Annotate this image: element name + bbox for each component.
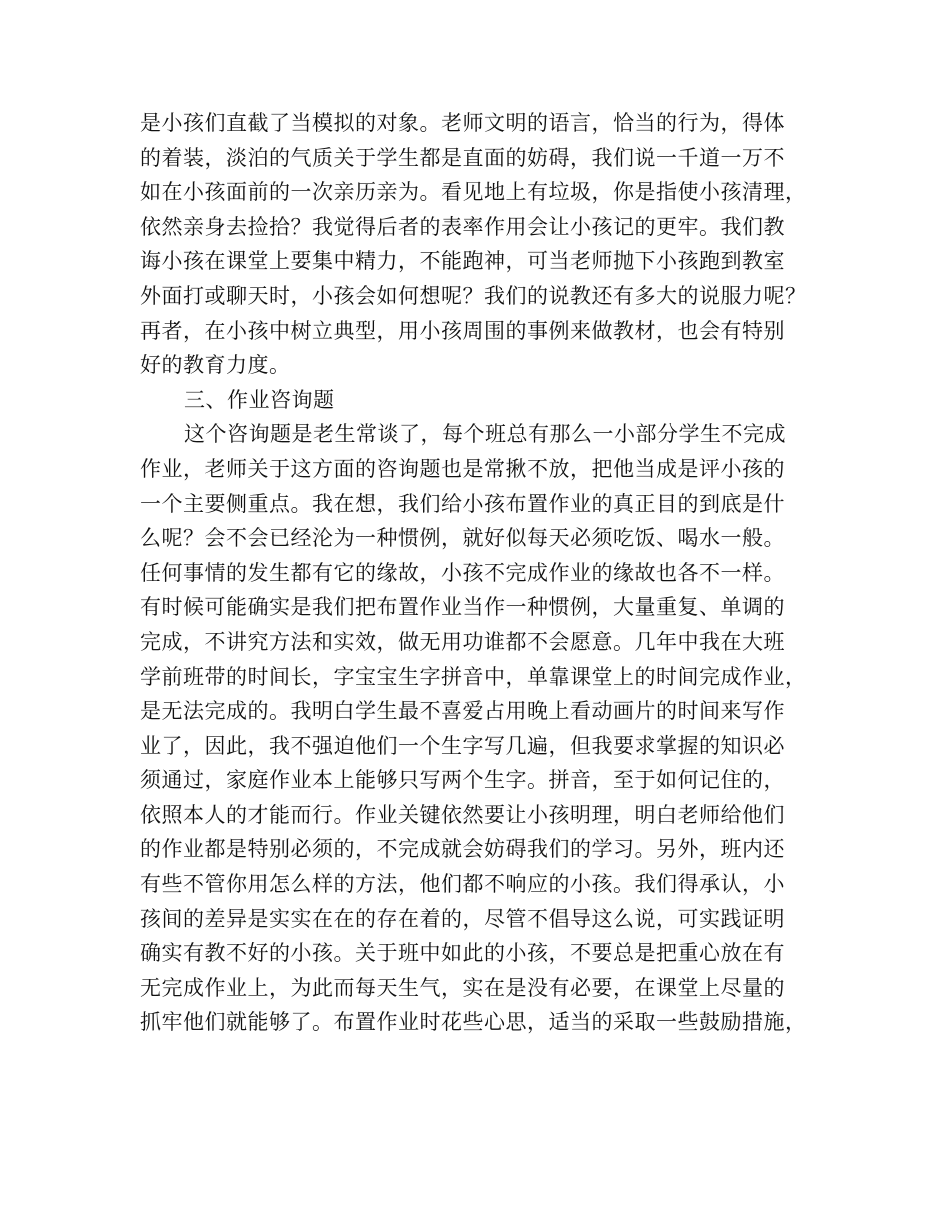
- text-line: 好的教育力度。: [140, 353, 291, 378]
- text-line: 学前班带的时间长，字宝宝生字拼音中，单靠课堂上的时间完成作业，: [140, 664, 807, 689]
- text-line: 抓牢他们就能够了。布置作业时花些心思，适当的采取一些鼓励措施，: [140, 1010, 807, 1035]
- text-line: 外面打或聊天时，小孩会如何想呢？我们的说教还有多大的说服力呢？: [140, 283, 807, 308]
- document-body: [140, 106, 830, 1040]
- text-line: 完成，不讲究方法和实效，做无用功谁都不会愿意。几年中我在大班: [140, 629, 785, 654]
- text-line: 有时候可能确实是我们把布置作业当作一种惯例，大量重复、单调的: [140, 595, 785, 620]
- text-line: 诲小孩在课堂上要集中精力，不能跑神，可当老师抛下小孩跑到教室: [140, 249, 785, 274]
- text-line: 如在小孩面前的一次亲历亲为。看见地上有垃圾，你是指使小孩清理，: [140, 180, 807, 205]
- text-line: 的着装，淡泊的气质关于学生都是直面的妨碍，我们说一千道一万不: [140, 145, 785, 170]
- text-line: 作业，老师关于这方面的咨询题也是常揪不放，把他当成是评小孩的: [140, 456, 785, 481]
- text-line: 任何事情的发生都有它的缘故，小孩不完成作业的缘故也各不一样。: [140, 560, 785, 585]
- text-line: 一个主要侧重点。我在想，我们给小孩布置作业的真正目的到底是什: [140, 491, 785, 516]
- text-line: 确实有教不好的小孩。关于班中如此的小孩，不要总是把重心放在有: [140, 941, 785, 966]
- text-line: 么呢？会不会已经沦为一种惯例，就好似每天必须吃饭、喝水一般。: [140, 526, 785, 551]
- text-line: 是无法完成的。我明白学生最不喜爱占用晚上看动画片的时间来写作: [140, 699, 785, 724]
- text-line: 依然亲身去捡拾？我觉得后者的表率作用会让小孩记的更牢。我们教: [140, 214, 785, 239]
- text-line: 业了，因此，我不强迫他们一个生字写几遍，但我要求掌握的知识必: [140, 733, 785, 758]
- paragraph-first-line: 这个咨询题是老生常谈了，每个班总有那么一小部分学生不完成: [184, 422, 786, 447]
- text-line: 再者，在小孩中树立典型，用小孩周围的事例来做教材，也会有特别: [140, 318, 785, 343]
- text-line: 是小孩们直截了当模拟的对象。老师文明的语言，恰当的行为，得体: [140, 111, 785, 135]
- section-heading: 三、作业咨询题: [184, 387, 335, 412]
- text-line: 的作业都是特别必须的，不完成就会妨碍我们的学习。另外，班内还: [140, 837, 785, 862]
- text-line: 有些不管你用怎么样的方法，他们都不响应的小孩。我们得承认，小: [140, 872, 785, 897]
- text-line: 须通过，家庭作业本上能够只写两个生字。拼音，至于如何记住的，: [140, 768, 785, 793]
- text-line: 无完成作业上，为此而每天生气，实在是没有必要，在课堂上尽量的: [140, 975, 785, 1000]
- text-line: 依照本人的才能而行。作业关键依然要让小孩明理，明白老师给他们: [140, 802, 785, 827]
- text-line: 孩间的差异是实实在在的存在着的，尽管不倡导这么说，可实践证明: [140, 906, 785, 931]
